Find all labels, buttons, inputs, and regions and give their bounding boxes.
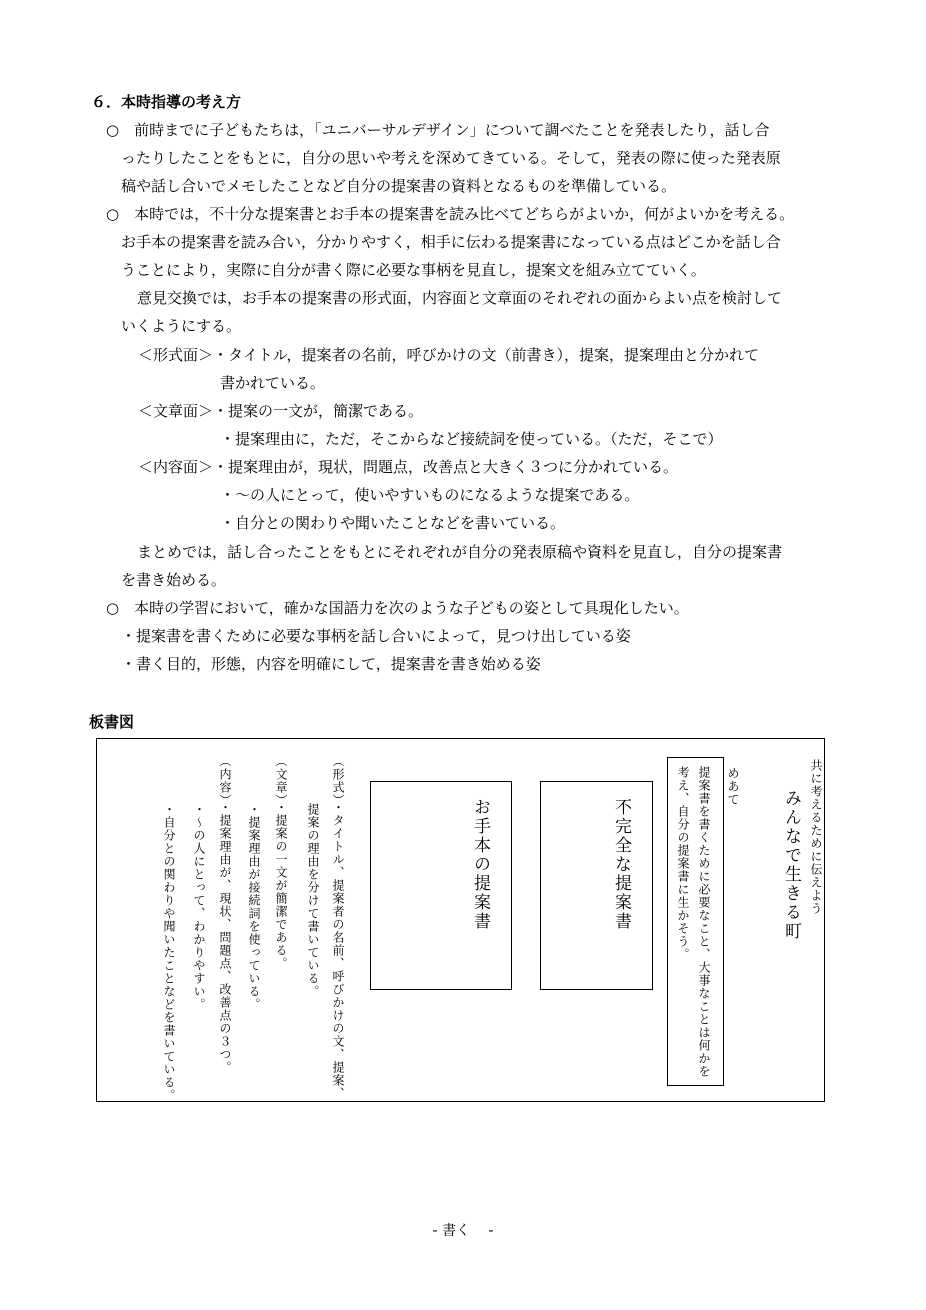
- board-theme-big: みんなで生きる町: [781, 789, 801, 941]
- paragraph-line: 意見交換では，お手本の提案書の形式面，内容面と文章面のそれぞれの面からよい点を検討して: [137, 289, 783, 307]
- page-footer: - 書く -: [432, 1223, 494, 1239]
- board-box-incomplete-proposal: [540, 781, 653, 990]
- board-note: 提案の理由を分けて書いている。: [306, 803, 320, 998]
- paragraph-line: ・提案理由に，ただ，そこからなど接続詞を使っている。（ただ，そこで）: [220, 430, 723, 448]
- board-heading: 板書図: [89, 713, 135, 731]
- paragraph-line: ・自分との関わりや聞いたことなどを書いている。: [220, 514, 566, 532]
- board-theme-small: 共に考えるために伝えよう: [809, 759, 823, 915]
- board-box-label: お手本の提案書: [470, 798, 490, 931]
- paragraph-line: ○ 本時の学習において，確かな国語力を次のような子どもの姿として具現化したい。: [106, 599, 689, 617]
- paragraph-line: ○ 本時では，不十分な提案書とお手本の提案書を読み比べてどちらがよいか，何がよいかを考える。: [106, 205, 795, 223]
- paragraph-line: を書き始める。: [121, 571, 227, 589]
- board-box-label: 不完全な提案書: [611, 798, 631, 931]
- section-heading: ６．本時指導の考え方: [91, 93, 242, 111]
- board-diagram: [96, 738, 825, 1102]
- board-meate-label: めあて: [726, 767, 740, 806]
- board-meate-line: 考え、自分の提案書に生かそう。: [676, 766, 690, 961]
- paragraph-line: うことにより，実際に自分が書く際に必要な事柄を見直し，提案文を組み立てていく。: [121, 261, 706, 279]
- board-note: ・～の人にとって、わかりやすい。: [192, 803, 206, 1011]
- paragraph-line: ○ 前時までに子どもたちは，「ユニバーサルデザイン」について調べたことを発表したり，話し合: [106, 121, 770, 139]
- paragraph-line: いくようにする。: [121, 317, 242, 335]
- paragraph-line: ・書く目的，形態，内容を明確にして，提案書を書き始める姿: [121, 655, 541, 673]
- board-note: （形式）・タイトル、提案者の名前、呼びかけの文、提案、: [331, 755, 345, 1100]
- paragraph-line: まとめでは，話し合ったことをもとにそれぞれが自分の発表原稿や資料を見直し，自分の提案書: [137, 543, 783, 561]
- paragraph-line: ・提案書を書くために必要な事柄を話し合いによって，見つけ出している姿: [121, 627, 631, 645]
- board-note: （内容）・提案理由が、現状、問題点、改善点の３つ。: [218, 755, 232, 1074]
- paragraph-line: 書かれている。: [220, 374, 326, 392]
- board-note: ・自分との関わりや聞いたことなどを書いている。: [162, 803, 176, 1102]
- paragraph-line: ・～の人にとって，使いやすいものになるような提案である。: [220, 486, 640, 504]
- paragraph-line: 稿や話し合いでメモしたことなど自分の提案書の資料となるものを準備している。: [121, 177, 677, 195]
- paragraph-line: ＜内容面＞・提案理由が，現状，問題点，改善点と大きく３つに分かれている。: [138, 458, 679, 476]
- paragraph-line: ＜文章面＞・提案の一文が，簡潔である。: [138, 402, 424, 420]
- board-note: （文章）・提案の一文が簡潔である。: [274, 755, 288, 970]
- paragraph-line: ＜形式面＞・タイトル，提案者の名前，呼びかけの文（前書き），提案，提案理由と分かれて: [138, 346, 760, 364]
- board-meate-line: 提案書を書くために必要なこと、大事なことは何かを: [697, 766, 711, 1078]
- paragraph-line: お手本の提案書を読み合い，分かりやすく，相手に伝わる提案書になっている点はどこかを話し合: [121, 233, 781, 251]
- board-meate-box: [667, 757, 724, 1086]
- board-note: ・提案理由が接続詞を使っている。: [247, 803, 261, 1011]
- paragraph-line: ったりしたことをもとに，自分の思いや考えを深めてきている。そして，発表の際に使った発表原: [121, 149, 781, 167]
- board-box-model-proposal: [370, 781, 512, 990]
